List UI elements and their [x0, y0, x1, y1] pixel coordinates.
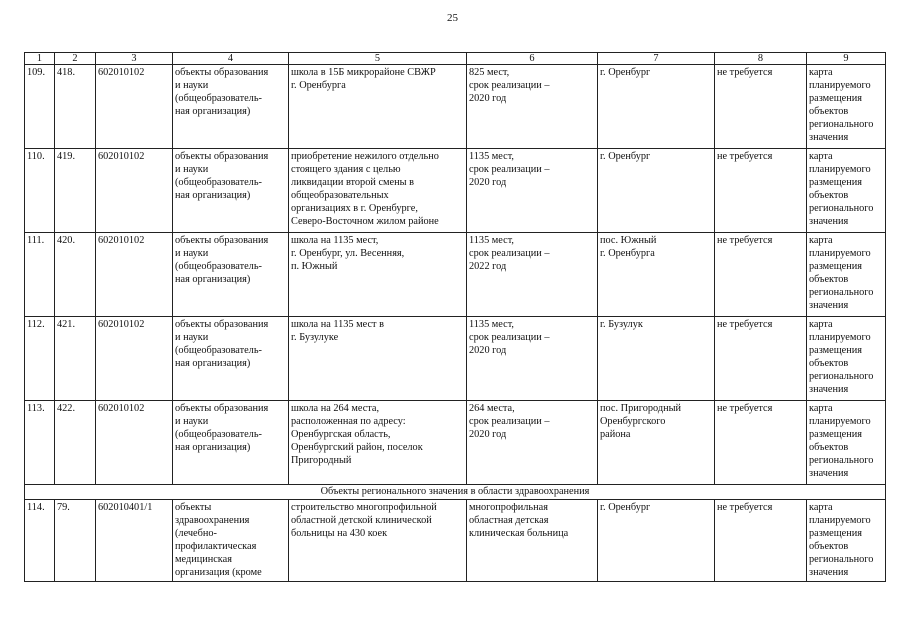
object-type-cell: объекты здравоохранения (лечебно- профилактическая медицинская организация (кроме: [173, 500, 289, 582]
code-cell: 602010102: [96, 233, 173, 317]
section-title: Объекты регионального значения в области здравоохранения: [25, 485, 886, 500]
object-name-cell: школа на 264 места, расположенная по адресу: Оренбургская область, Оренбургский район, поселок Пригородный: [289, 401, 467, 485]
table-row: [25, 149, 886, 233]
location-cell: пос. Южный г. Оренбурга: [598, 233, 715, 317]
object-name-cell: школа в 15Б микрорайоне СВЖР г. Оренбурга: [289, 65, 467, 149]
code-cell: 602010102: [96, 317, 173, 401]
table-row: [25, 401, 886, 485]
row-number-cell: 110.: [25, 149, 55, 233]
item-number-cell: 420.: [55, 233, 96, 317]
item-number-cell: 79.: [55, 500, 96, 582]
object-name-cell: строительство многопрофильной областной детской клинической больницы на 430 коек: [289, 500, 467, 582]
column-header: 4: [173, 53, 289, 65]
characteristics-cell: 264 места, срок реализации – 2020 год: [467, 401, 598, 485]
column-header: 5: [289, 53, 467, 65]
table-row: [25, 500, 886, 582]
table-row: [25, 65, 886, 149]
item-number-cell: 418.: [55, 65, 96, 149]
object-name-cell: школа на 1135 мест в г. Бузулуке: [289, 317, 467, 401]
section-heading-row: [25, 485, 886, 500]
table-body-health: [25, 485, 886, 582]
map-cell: карта планируемого размещения объектов регионального значения: [807, 401, 886, 485]
location-cell: г. Бузулук: [598, 317, 715, 401]
column-header: 9: [807, 53, 886, 65]
characteristics-cell: 825 мест, срок реализации – 2020 год: [467, 65, 598, 149]
location-cell: пос. Пригородный Оренбургского района: [598, 401, 715, 485]
code-cell: 602010102: [96, 149, 173, 233]
item-number-cell: 419.: [55, 149, 96, 233]
code-cell: 602010102: [96, 401, 173, 485]
object-type-cell: объекты образования и науки (общеобразователь- ная организация): [173, 233, 289, 317]
item-number-cell: 421.: [55, 317, 96, 401]
code-cell: 602010102: [96, 65, 173, 149]
header-row: [25, 53, 886, 65]
column-header: 1: [25, 53, 55, 65]
column-header: 7: [598, 53, 715, 65]
item-number-cell: 422.: [55, 401, 96, 485]
object-name-cell: школа на 1135 мест, г. Оренбург, ул. Весенняя, п. Южный: [289, 233, 467, 317]
column-header: 2: [55, 53, 96, 65]
zone-cell: не требуется: [715, 500, 807, 582]
object-name-cell: приобретение нежилого отдельно стоящего здания с целью ликвидации второй смены в общеобразовательных организациях в г. Оренбурге, Северо-Восточном жилом районе: [289, 149, 467, 233]
map-cell: карта планируемого размещения объектов регионального значения: [807, 233, 886, 317]
characteristics-cell: многопрофильная областная детская клиническая больница: [467, 500, 598, 582]
code-cell: 602010401/1: [96, 500, 173, 582]
characteristics-cell: 1135 мест, срок реализации – 2020 год: [467, 317, 598, 401]
row-number-cell: 109.: [25, 65, 55, 149]
location-cell: г. Оренбург: [598, 500, 715, 582]
page-number: 25: [447, 12, 458, 24]
location-cell: г. Оренбург: [598, 149, 715, 233]
column-header: 6: [467, 53, 598, 65]
table-row: [25, 317, 886, 401]
row-number-cell: 112.: [25, 317, 55, 401]
row-number-cell: 114.: [25, 500, 55, 582]
column-header: 8: [715, 53, 807, 65]
zone-cell: не требуется: [715, 401, 807, 485]
characteristics-cell: 1135 мест, срок реализации – 2020 год: [467, 149, 598, 233]
object-type-cell: объекты образования и науки (общеобразователь- ная организация): [173, 317, 289, 401]
map-cell: карта планируемого размещения объектов регионального значения: [807, 65, 886, 149]
objects-table: [24, 52, 886, 582]
zone-cell: не требуется: [715, 317, 807, 401]
column-header: 3: [96, 53, 173, 65]
map-cell: карта планируемого размещения объектов регионального значения: [807, 500, 886, 582]
row-number-cell: 113.: [25, 401, 55, 485]
characteristics-cell: 1135 мест, срок реализации – 2022 год: [467, 233, 598, 317]
map-cell: карта планируемого размещения объектов регионального значения: [807, 317, 886, 401]
object-type-cell: объекты образования и науки (общеобразователь- ная организация): [173, 401, 289, 485]
zone-cell: не требуется: [715, 65, 807, 149]
zone-cell: не требуется: [715, 233, 807, 317]
location-cell: г. Оренбург: [598, 65, 715, 149]
object-type-cell: объекты образования и науки (общеобразователь- ная организация): [173, 65, 289, 149]
zone-cell: не требуется: [715, 149, 807, 233]
table-row: [25, 233, 886, 317]
map-cell: карта планируемого размещения объектов регионального значения: [807, 149, 886, 233]
row-number-cell: 111.: [25, 233, 55, 317]
object-type-cell: объекты образования и науки (общеобразователь- ная организация): [173, 149, 289, 233]
table-body-education: [25, 53, 886, 485]
